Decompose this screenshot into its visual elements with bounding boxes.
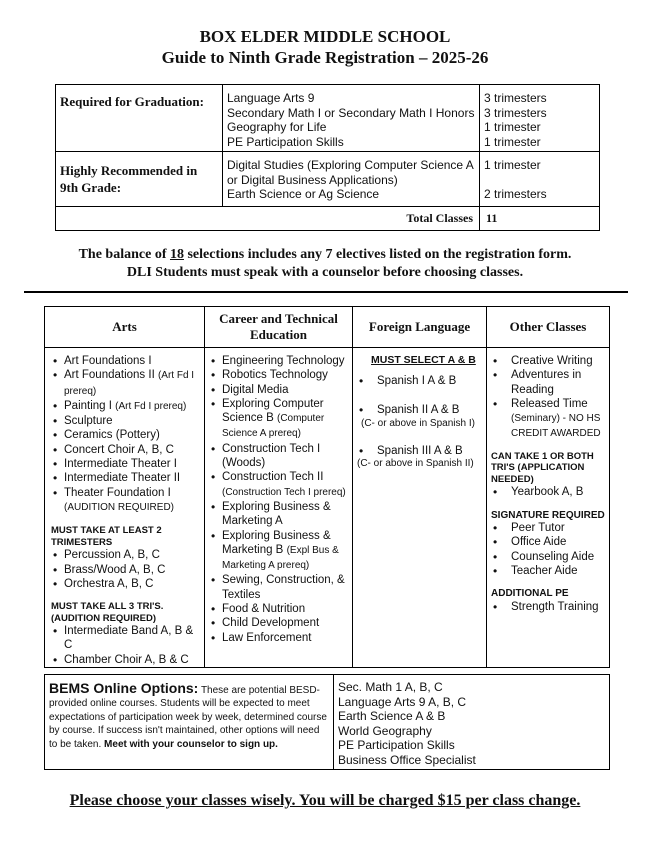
required-course: PE Participation Skills [227, 134, 344, 149]
arts-header: Arts [45, 307, 205, 348]
balance-post: selections includes any 7 electives listed on the registration form. [183, 247, 572, 262]
foreign-column [353, 348, 487, 668]
online-course: PE Participation Skills [338, 738, 455, 753]
other-pe-head: ADDITIONAL PE [491, 588, 569, 600]
list-item: • Engineering Technology [209, 354, 350, 368]
list-item: • Art Foundations II (Art Fd I prereq) [51, 368, 202, 399]
foreign-list [357, 403, 484, 417]
balance-pre: The balance of [78, 247, 170, 262]
recommended-label [56, 152, 223, 207]
other-list-3 [491, 521, 607, 578]
list-item: • Peer Tutor [491, 521, 607, 535]
list-item: • Orchestra A, B, C [51, 577, 202, 591]
divider [24, 291, 628, 293]
required-courses [223, 85, 480, 152]
list-item: • Law Enforcement [209, 631, 350, 645]
cte-header-line: Education [249, 327, 308, 342]
required-term: 1 trimester [484, 120, 541, 134]
total-blank [56, 206, 223, 230]
arts-column [45, 348, 205, 668]
list-item: • Child Development [209, 616, 350, 630]
electives-table [44, 306, 610, 668]
school-name: BOX ELDER MIDDLE SCHOOL [199, 27, 451, 46]
balance-count: 18 [169, 247, 184, 262]
online-desc: These are potential BESD-provided online courses. Students will be expected to meet expectations of participation week by week, determined course by course. If success isn't maintained, other options will need to be taken. [49, 685, 327, 750]
online-courses [338, 680, 476, 768]
arts-list-3 [51, 624, 202, 667]
online-description [45, 675, 334, 769]
required-term: 3 trimesters [484, 105, 547, 120]
required-term: 3 trimesters [484, 91, 547, 105]
list-item: • Sculpture [51, 414, 202, 428]
balance-line-1 [0, 247, 650, 263]
foreign-prereq: (C- or above in Spanish II) [357, 457, 474, 469]
total-value: 11 [480, 206, 600, 230]
other-header: Other Classes [487, 307, 610, 348]
online-course: Language Arts 9 A, B, C [338, 694, 467, 709]
list-item: • Spanish II A & B [357, 403, 484, 417]
graduation-requirements-table [55, 84, 600, 231]
list-item: • Intermediate Theater II [51, 471, 202, 485]
list-item: • Creative Writing [491, 354, 607, 368]
recommended-courses [223, 152, 480, 207]
list-item: • Art Foundations I [51, 354, 202, 368]
list-item: • Percussion A, B, C [51, 548, 202, 562]
other-list [491, 354, 607, 442]
list-item: • Exploring Computer Science B (Computer Science A prereq) [209, 397, 350, 442]
total-row [56, 206, 600, 230]
arts-list [51, 354, 202, 515]
recommended-row [56, 152, 600, 207]
list-item: • Theater Foundation I (AUDITION REQUIRED) [51, 486, 202, 516]
list-item: • Spanish I A & B [357, 374, 484, 388]
list-item: • Exploring Business & Marketing A [209, 500, 350, 529]
list-item: • Exploring Business & Marketing B (Expl Bus & Marketing A prereq) [209, 529, 350, 574]
footer-warning: Please choose your classes wisely. You will be charged $15 per class change. [69, 792, 581, 809]
other-column [487, 348, 610, 668]
list-item: • Intermediate Theater I [51, 457, 202, 471]
list-item: • Painting I (Art Fd I prereq) [51, 399, 202, 414]
cte-header-line: Career and Technical [219, 311, 338, 326]
foreign-prereq: (C- or above in Spanish I) [361, 417, 475, 429]
online-course: Sec. Math 1 A, B, C [338, 680, 443, 694]
other-list-4 [491, 600, 607, 614]
foreign-header: Foreign Language [353, 307, 487, 348]
required-course: Secondary Math I or Secondary Math I Honors [227, 105, 475, 120]
required-label: Required for Graduation: [56, 85, 223, 152]
list-item: • Adventures in Reading [491, 368, 607, 397]
online-cta: Meet with your counselor to sign up. [104, 738, 278, 750]
list-item: • Teacher Aide [491, 564, 607, 578]
recommended-course: Earth Science or Ag Science [227, 187, 380, 201]
foreign-list [357, 374, 484, 388]
list-item: • Chamber Choir A, B & C [51, 653, 202, 667]
recommended-course: Digital Studies (Exploring Computer Science A [227, 158, 474, 172]
arts-note-all-tris: MUST TAKE ALL 3 TRI'S. [51, 601, 164, 613]
online-title: BEMS Online Options: [49, 680, 199, 696]
arts-list-2 [51, 548, 202, 591]
recommended-term: 2 trimesters [484, 187, 547, 201]
recommended-label-line: 9th Grade: [60, 180, 122, 195]
foreign-must-select: MUST SELECT A & B [371, 354, 476, 366]
online-options-box [44, 674, 610, 770]
list-item: • Intermediate Band A, B & C [51, 624, 202, 653]
recommended-course: or Digital Business Applications) [227, 172, 398, 187]
required-terms [480, 85, 600, 152]
list-item: • Ceramics (Pottery) [51, 428, 202, 442]
list-item: • Robotics Technology [209, 368, 350, 382]
list-item: • Brass/Wood A, B, C [51, 563, 202, 577]
arts-note-two-trimesters: MUST TAKE AT LEAST 2 TRIMESTERS [51, 525, 162, 548]
online-course: Business Office Specialist [338, 752, 476, 767]
list-item: • Digital Media [209, 383, 350, 397]
list-item: • Counseling Aide [491, 550, 607, 564]
recommended-label-line: Highly Recommended in [60, 163, 198, 178]
recommended-terms [480, 152, 600, 207]
list-item: • Office Aide [491, 535, 607, 549]
other-signature-head: SIGNATURE REQUIRED [491, 509, 605, 521]
list-item: • Concert Choir A, B, C [51, 443, 202, 457]
cte-list [209, 354, 350, 645]
list-item: • Released Time (Seminary) - NO HS CREDIT AWARDED [491, 397, 607, 442]
list-item: • Construction Tech II (Construction Tech I prereq) [209, 470, 350, 500]
online-course: World Geography [338, 723, 432, 738]
recommended-term: 1 trimester [484, 158, 541, 172]
guide-title: Guide to Ninth Grade Registration – 2025-26 [161, 48, 489, 67]
list-item: • Sewing, Construction, & Textiles [209, 573, 350, 602]
other-list-2 [491, 485, 607, 499]
list-item: • Spanish III A & B [357, 444, 484, 458]
balance-line-2: DLI Students must speak with a counselor before choosing classes. [126, 265, 524, 280]
cte-header [205, 307, 353, 348]
list-item: • Yearbook A, B [491, 485, 607, 499]
total-label: Total Classes [223, 206, 480, 230]
arts-note-audition: (AUDITION REQUIRED) [51, 612, 157, 624]
list-item: • Strength Training [491, 600, 607, 614]
required-term: 1 trimester [484, 134, 541, 149]
cte-column [205, 348, 353, 668]
required-course: Geography for Life [227, 120, 327, 134]
foreign-list [357, 444, 484, 458]
required-course: Language Arts 9 [227, 91, 315, 105]
other-note-tris: CAN TAKE 1 OR BOTH TRI'S (APPLICATION NEEDED) [491, 450, 594, 485]
required-row [56, 85, 600, 152]
online-course: Earth Science A & B [338, 709, 446, 724]
list-item: • Construction Tech I (Woods) [209, 442, 350, 471]
list-item: • Food & Nutrition [209, 602, 350, 616]
